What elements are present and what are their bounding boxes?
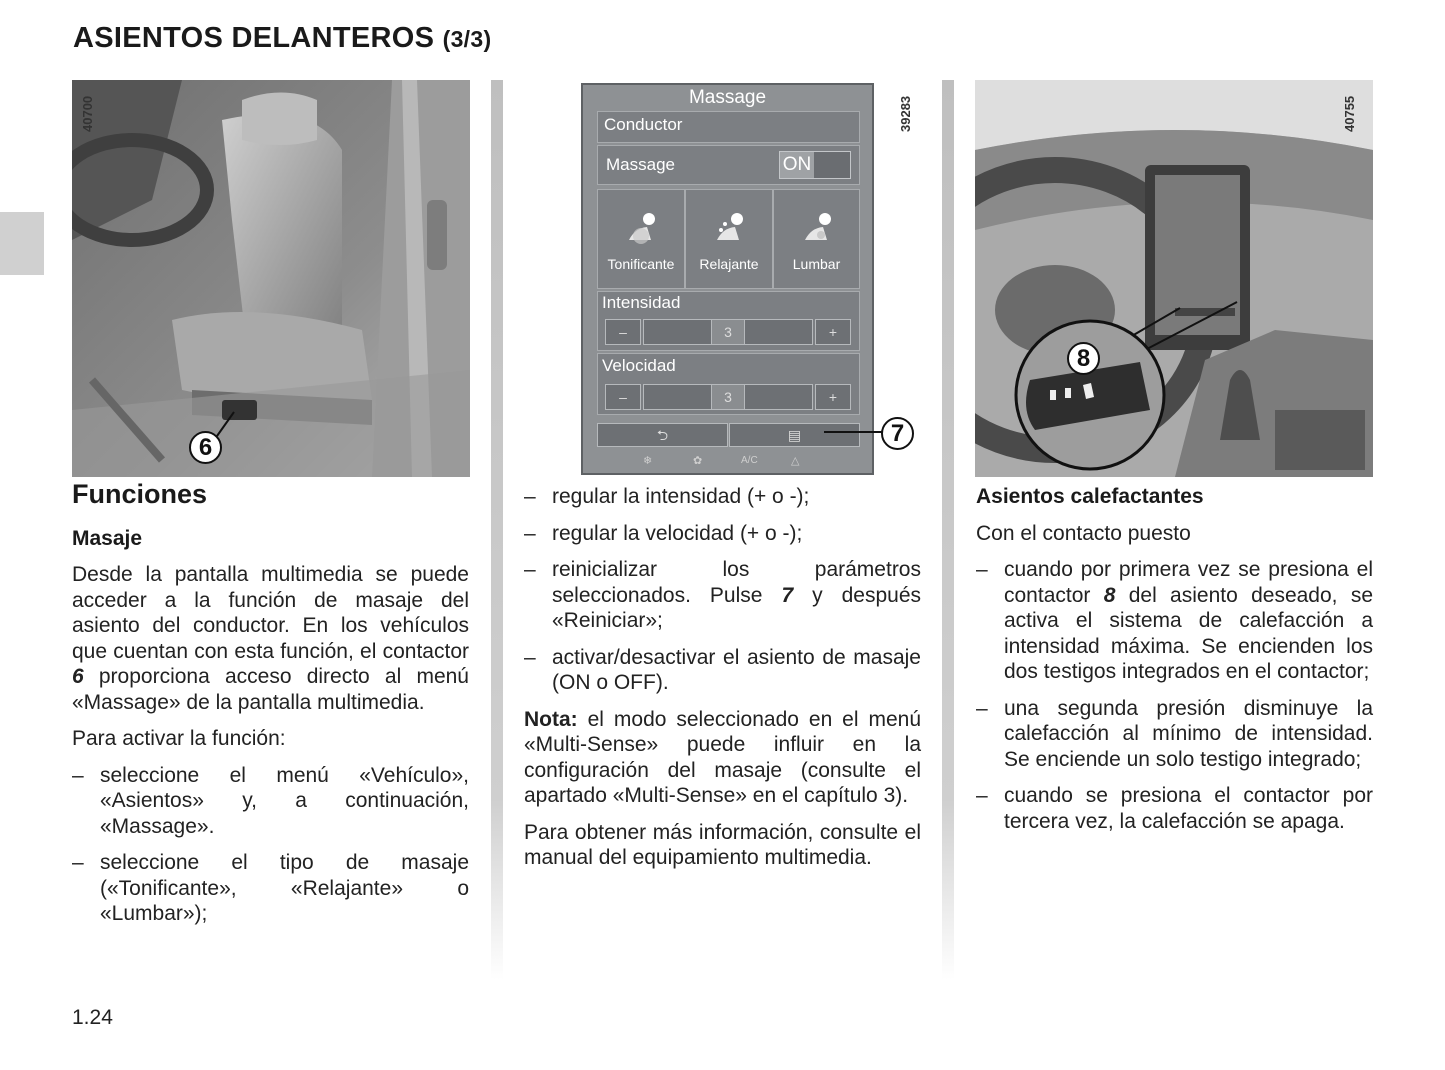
- mode-tonificante[interactable]: [597, 189, 685, 289]
- activate-steps: [72, 763, 469, 927]
- defrost-icon[interactable]: △: [791, 455, 800, 467]
- list-item: – regular la velocidad (+ o -);: [524, 521, 921, 547]
- page-title-part: (3/3): [442, 26, 492, 52]
- reset-menu-button[interactable]: ▤: [729, 423, 860, 447]
- screen-leader-line: [824, 431, 882, 433]
- mode-relajante-label: Relajante: [699, 256, 759, 272]
- speed-value: 3: [711, 384, 745, 410]
- page-title: [73, 22, 491, 55]
- mode-lumbar-label: Lumbar: [792, 256, 841, 272]
- massage-toggle[interactable]: [779, 151, 851, 179]
- reset-text-1: reinicializar los parámetros seleccionados. Pulse: [552, 558, 921, 607]
- list-item: – regular la intensidad (+ o -);: [524, 484, 921, 510]
- seat-figure-ref: 40700: [80, 95, 95, 132]
- column-1: [72, 479, 469, 938]
- section-heading: Funciones: [72, 479, 208, 509]
- page-title-main: ASIENTOS DELANTEROS: [73, 22, 435, 54]
- contactor-ref-6: 6: [72, 665, 84, 688]
- seat-massage-icon: [621, 210, 661, 250]
- fan-icon[interactable]: ✿: [693, 455, 703, 467]
- column-divider-1: [491, 80, 503, 980]
- massage-label: Massage: [606, 155, 675, 174]
- mode-tonificante-label: Tonificante: [607, 256, 675, 272]
- list-item: – cuando se presiona el contactor por tercera vez, la calefacción se apaga.: [976, 783, 1373, 834]
- speed-plus-button[interactable]: +: [815, 384, 851, 410]
- page-number: 1.24: [72, 1006, 113, 1029]
- column-3: [976, 484, 1373, 845]
- dashboard-figure-ref: 40755: [1342, 95, 1357, 132]
- speed-label: Velocidad: [602, 356, 676, 375]
- list-item: [524, 557, 921, 634]
- contactor-ref-7: 7: [781, 583, 794, 607]
- list-item: – una segunda presión disminuye la calefacción al mínimo de intensidad. Se enciende un solo testigo integrado;: [976, 696, 1373, 773]
- massage-intro: [72, 562, 469, 715]
- seat-massage-icon: [709, 210, 749, 250]
- seat-massage-icon: [797, 210, 837, 250]
- multimedia-screen: [581, 83, 874, 475]
- screen-figure-ref: 39283: [898, 95, 913, 132]
- activate-intro: Para activar la función:: [72, 727, 286, 750]
- intensity-label: Intensidad: [602, 293, 681, 312]
- ac-button[interactable]: A/C: [741, 455, 758, 466]
- contactor-ref-8: 8: [1103, 583, 1116, 607]
- heating-step-1-text-2: del asiento deseado, se activa el sistema de calefacción a intensidad máxima. Se encienden los dos testigos integrados en el contactor;: [1004, 583, 1373, 683]
- adjust-steps: [524, 484, 921, 696]
- note-text: el modo seleccionado en el menú «Multi-Sense» puede influir en la configuración del masaje (consulte el apartado «Multi-Sense» en el capítulo 3).: [524, 707, 921, 807]
- column-divider-2: [942, 80, 954, 980]
- intensity-minus-button[interactable]: –: [605, 319, 641, 345]
- list-item: – activar/desactivar el asiento de masaje (ON o OFF).: [524, 645, 921, 696]
- massage-intro-text-1: Desde la pantalla multimedia se puede acceder a la función de masaje del asiento del conductor. En los vehículos que cuentan con esta función, el contactor: [72, 563, 469, 663]
- seat-photo: [72, 80, 470, 477]
- callout-8: 8: [1067, 342, 1100, 375]
- back-button[interactable]: ⮌: [597, 423, 728, 447]
- reset-text-2: y después «Reiniciar»;: [552, 583, 921, 632]
- heated-seats-heading: Asientos calefactantes: [976, 485, 1204, 508]
- note-paragraph: [524, 707, 921, 809]
- column-2: [524, 484, 921, 882]
- list-item: [976, 557, 1373, 685]
- heating-step-1-text-1: cuando por primera vez se presiona el contactor: [1004, 558, 1373, 607]
- screen-title: Massage: [688, 87, 767, 108]
- note-label: Nota:: [524, 707, 578, 731]
- mode-relajante[interactable]: [685, 189, 773, 289]
- more-info-paragraph: Para obtener más información, consulte el manual del equipamiento multimedia.: [524, 820, 921, 869]
- seat-leader-line: [72, 80, 470, 477]
- mode-lumbar[interactable]: [773, 189, 860, 289]
- callout-6: 6: [189, 431, 222, 464]
- speed-minus-button[interactable]: –: [605, 384, 641, 410]
- massage-subheading: Masaje: [72, 526, 143, 550]
- ignition-note: Con el contacto puesto: [976, 521, 1191, 545]
- dashboard-photo: [975, 80, 1373, 477]
- list-item: – seleccione el menú «Vehículo», «Asientos» y, a continuación, «Massage».: [72, 763, 469, 840]
- list-item: – seleccione el tipo de masaje («Tonificante», «Relajante» o «Lumbar»);: [72, 850, 469, 927]
- driver-tab-label: Conductor: [604, 115, 683, 134]
- intensity-plus-button[interactable]: +: [815, 319, 851, 345]
- toggle-on: ON: [780, 152, 814, 178]
- climate-icon[interactable]: ❄: [643, 455, 653, 467]
- intensity-value: 3: [711, 319, 745, 345]
- chapter-tab: [0, 212, 44, 275]
- massage-intro-text-2: proporciona acceso directo al menú «Massage» de la pantalla multimedia.: [72, 665, 469, 714]
- dashboard-zoom-inset: [975, 80, 1373, 477]
- heating-steps: [976, 557, 1373, 834]
- callout-7: 7: [881, 417, 914, 450]
